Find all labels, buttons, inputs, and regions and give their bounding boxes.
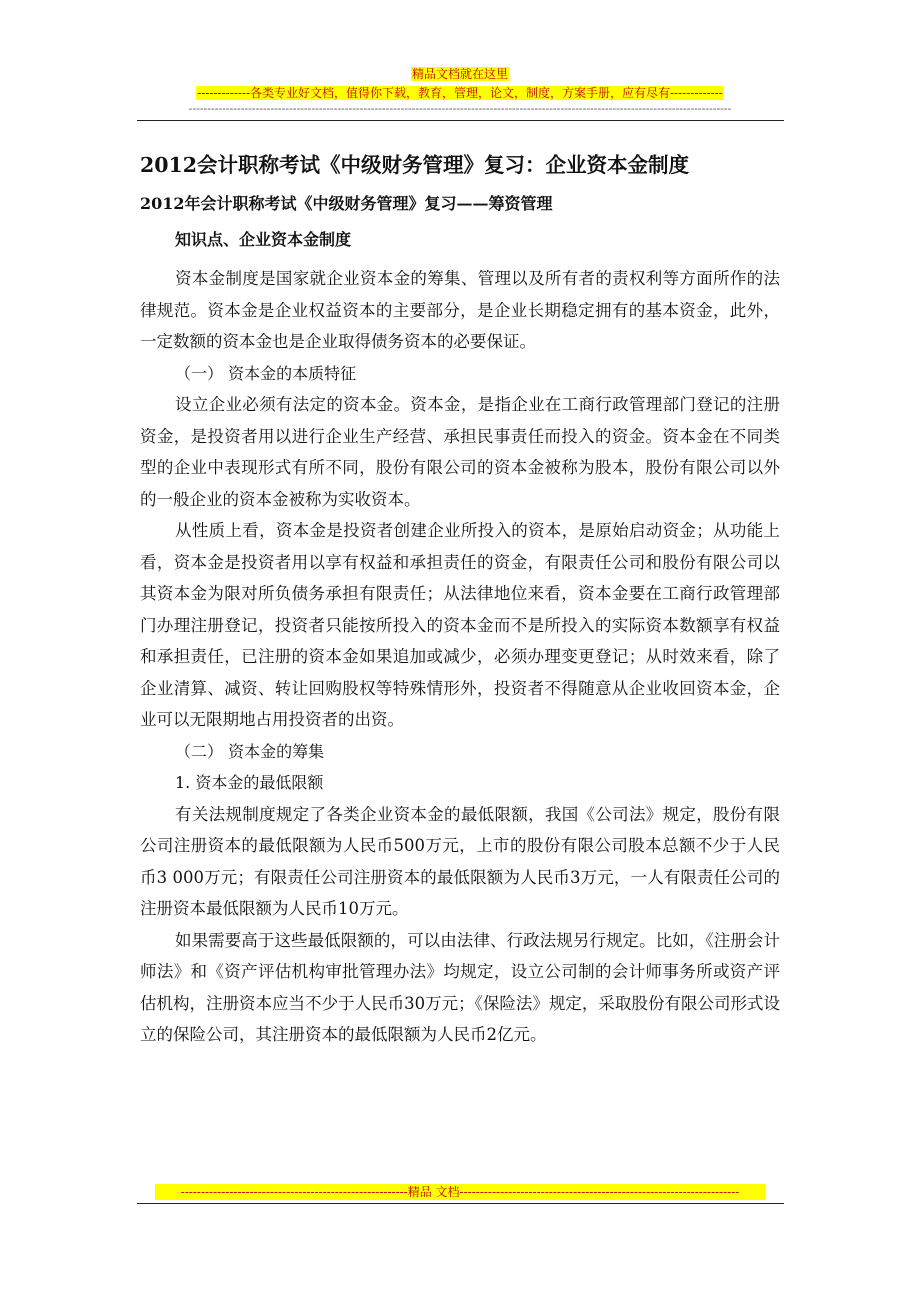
- header-banner-slogan: [0, 85, 920, 101]
- sub-heading-minimum-limit: 1. 资本金的最低限额: [175, 773, 324, 792]
- footer-rule: [137, 1203, 784, 1204]
- header-title-text: 精品文档就在这里: [411, 67, 508, 81]
- paragraph-capital-nature: 从性质上看，资本金是投资者创建企业所投入的资本，是原始启动资金；从功能上看，资本金是投资者用以享有权益和承担责任的资金，有限责任公司和股份有限公司以其资本金为限对所负债务承担有限责任；从法律地位来看，资本金要在工商行政管理部门办理注册登记，投资者只能按所投入的资本金而不是所投入的实际资本数额享有权益和承担责任，已注册的资本金如果追加或减少，必须办理变更登记；从时效来看，除了企业清算、减资、转让回购股权等特殊情形外，投资者不得随意从企业收回资本金，企业可以无限期地占用投资者的出资。: [140, 521, 780, 729]
- document-title: 2012会计职称考试《中级财务管理》复习：企业资本金制度: [140, 153, 690, 177]
- header-banner-title: [0, 66, 920, 82]
- intro-paragraph: 资本金制度是国家就企业资本金的筹集、管理以及所有者的责权利等方面所作的法律规范。资本金是企业权益资本的主要部分，是企业长期稳定拥有的基本资金，此外，一定数额的资本金也是企业取得债务资本的必要保证。: [140, 269, 780, 351]
- document-body: [140, 148, 780, 1051]
- paragraph-legal-capital: 设立企业必须有法定的资本金。资本金，是指企业在工商行政管理部门登记的注册资金，是投资者用以进行企业生产经营、承担民事责任而投入的资金。资本金在不同类型的企业中表现形式有所不同，股份有限公司的资本金被称为股本，股份有限公司以外的一般企业的资本金被称为实收资本。: [140, 395, 780, 509]
- document-subtitle: 2012年会计职称考试《中级财务管理》复习——筹资管理: [140, 194, 553, 213]
- header-rule: [137, 120, 784, 121]
- header-slogan-text: -------------各类专业好文档，值得你下载，教育，管理，论文，制度，方案手册，应有尽有-------------: [197, 86, 723, 100]
- section-heading: 知识点、企业资本金制度: [175, 230, 352, 249]
- paragraph-minimum-limits: 有关法规制度规定了各类企业资本金的最低限额，我国《公司法》规定，股份有限公司注册资本的最低限额为人民币500万元，上市的股份有限公司股本总额不少于人民币3 000万元；有限责任公司注册资本的最低限额为人民币3万元，一人有限责任公司的注册资本最低限额为人民币10万元。: [140, 804, 780, 918]
- header-dash-line: --------------------------------------------------------------------------------------------------------------------------------------------------: [188, 102, 732, 115]
- sub-heading-capital-raising: （二） 资本金的筹集: [175, 741, 325, 761]
- footer-text: --------------------------------------------------------精品 文档---------------------------------------------------------------------: [155, 1184, 765, 1200]
- footer-banner: [0, 1184, 920, 1200]
- sub-heading-essential-features: （一） 资本金的本质特征: [175, 363, 357, 383]
- paragraph-higher-limits: 如果需要高于这些最低限额的，可以由法律、行政法规另行规定。比如，《注册会计师法》和《资产评估机构审批管理办法》均规定，设立公司制的会计师事务所或资产评估机构，注册资本应当不少于人民币30万元；《保险法》规定，采取股份有限公司形式设立的保险公司，其注册资本的最低限额为人民币2亿元。: [140, 930, 780, 1044]
